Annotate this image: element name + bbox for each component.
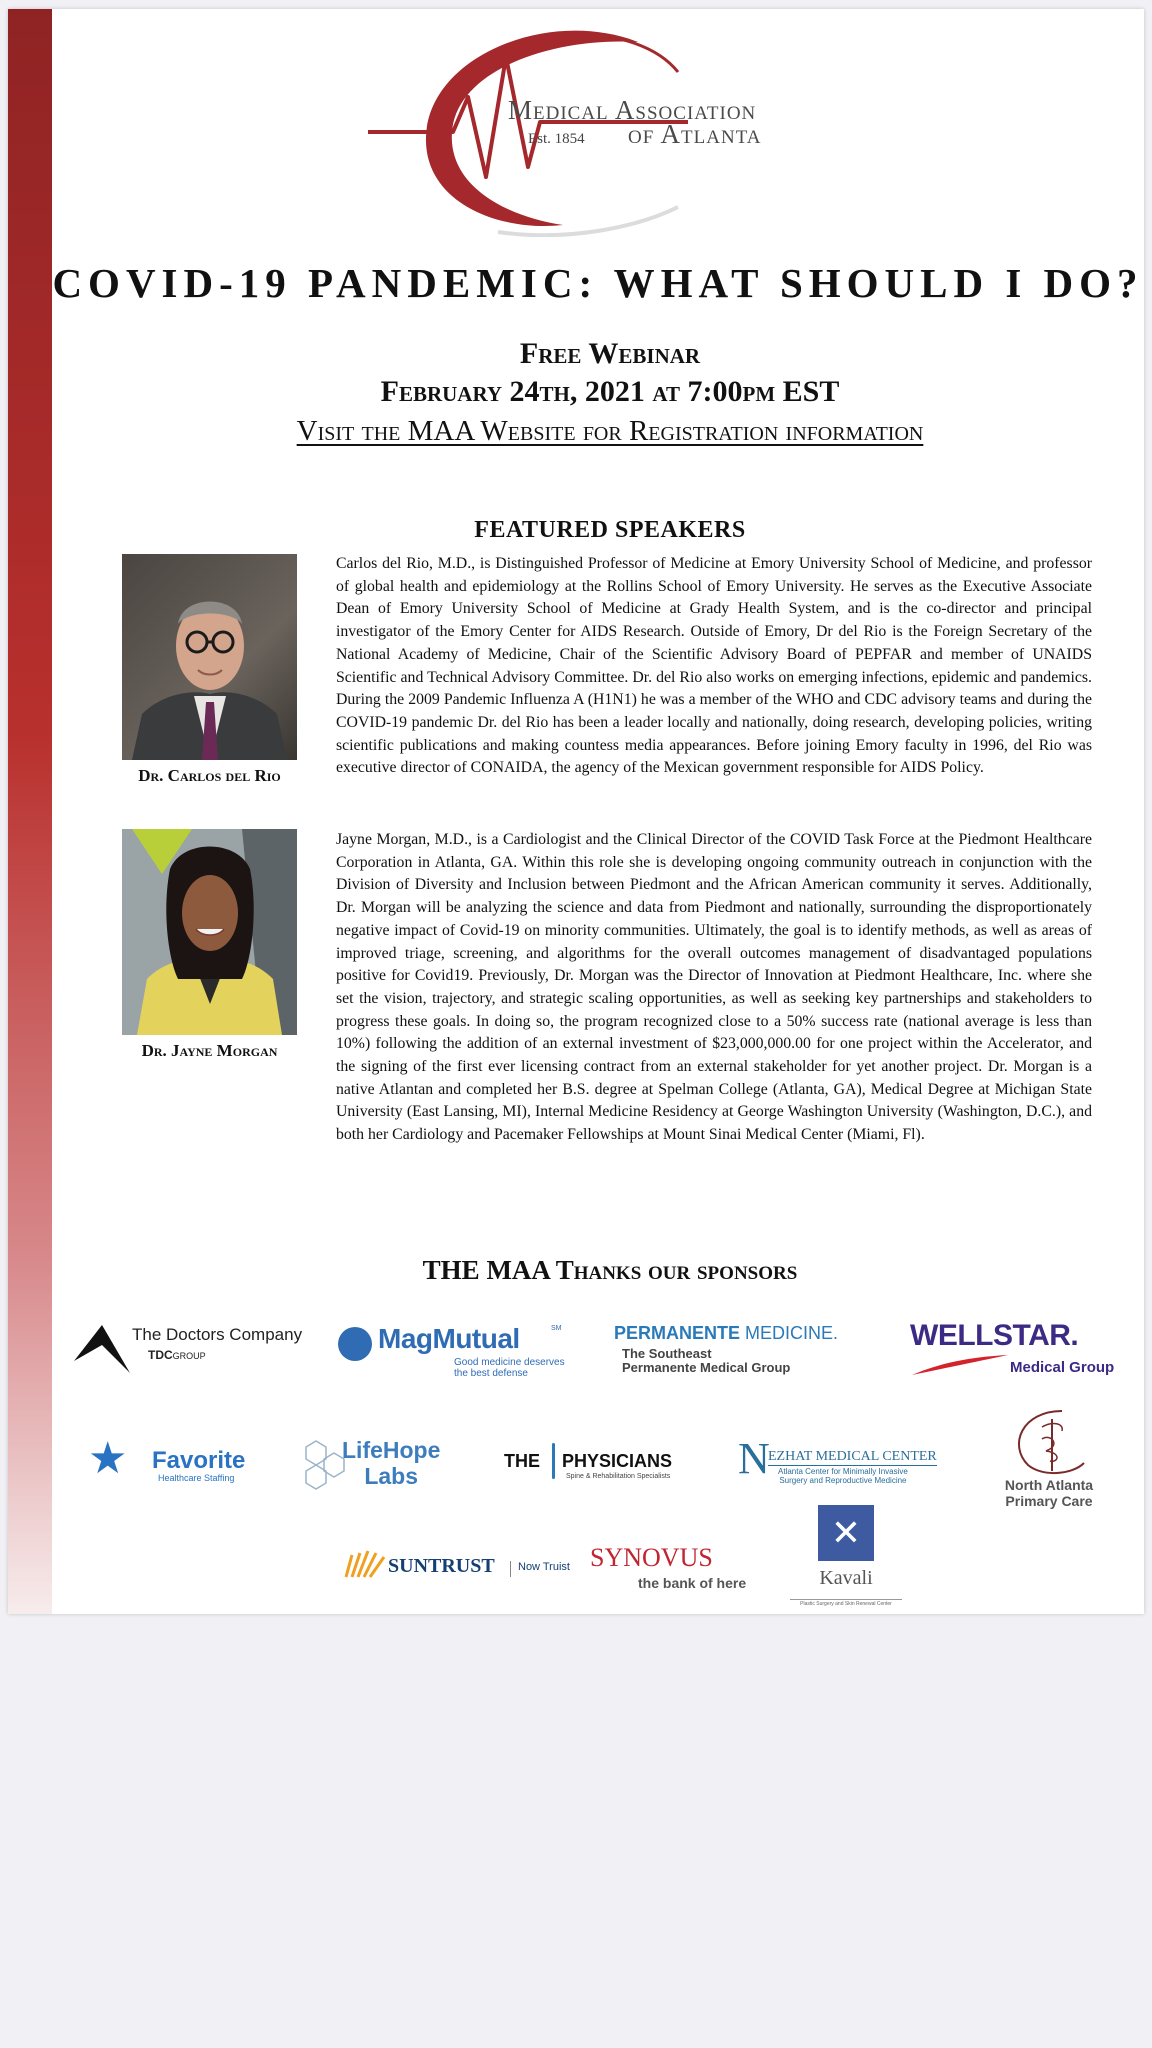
sponsor-wellstar xyxy=(910,1319,1115,1389)
wellstar-name: WELLSTAR. xyxy=(910,1319,1079,1352)
synovus-tagline: the bank of here xyxy=(638,1575,747,1591)
sponsor-permanente-medicine xyxy=(614,1323,874,1383)
physicians-name: PHYSICIANS xyxy=(562,1451,673,1471)
sponsor-lifehope-labs xyxy=(304,1437,474,1493)
lifehope-name: LifeHope Labs xyxy=(342,1437,441,1489)
permanente-group: The Southeast Permanente Medical Group xyxy=(622,1346,791,1375)
permanente-name: PERMANENTE MEDICINE. xyxy=(614,1323,839,1343)
nezhat-name: EZHAT MEDICAL CENTER xyxy=(768,1449,937,1464)
favorite-name: Favorite xyxy=(152,1447,246,1474)
sponsor-synovus xyxy=(590,1543,760,1593)
sponsors-heading: THE MAA Thanks our sponsors xyxy=(422,1255,798,1285)
suntrust-divider xyxy=(510,1561,511,1577)
suntrust-sun-icon xyxy=(342,1549,386,1579)
synovus-name: SYNOVUS xyxy=(590,1543,713,1572)
nezhat-sub: Atlanta Center for Minimally Invasive Surgery and Reproductive Medicine xyxy=(778,1467,908,1485)
sponsor-magmutual xyxy=(338,1323,578,1383)
featured-speakers-heading: FEATURED SPEAKERS xyxy=(474,517,746,543)
caduceus-icon xyxy=(1002,1405,1098,1477)
sponsor-the-physicians xyxy=(504,1451,704,1491)
favorite-star-icon: ★ xyxy=(88,1434,128,1483)
page-title: COVID-19 PANDEMIC: WHAT SHOULD I DO? xyxy=(52,260,1144,306)
sponsor-suntrust xyxy=(342,1549,570,1589)
favorite-sub: Healthcare Staffing xyxy=(158,1473,235,1483)
kavali-butterfly-icon: ✕ xyxy=(818,1505,874,1561)
sponsor-favorite-healthcare-staffing xyxy=(88,1434,268,1487)
speaker-photo-jayne-morgan xyxy=(122,829,297,1035)
wellstar-sub: Medical Group xyxy=(1010,1359,1115,1376)
flyer-page xyxy=(8,9,1144,1614)
physicians-the: THE xyxy=(504,1451,540,1471)
kavali-sub: Plastic Surgery and Skin Renewal Center xyxy=(790,1599,902,1607)
suntrust-name: SUNTRUST xyxy=(388,1555,495,1577)
speaker-bio-jayne-morgan: Jayne Morgan, M.D., is a Cardiologist and the Clinical Director of the COVID Task Force at the Piedmont Healthcare Corporation in Atlanta, GA. Within this role she is developing ongoing community outreach in conjunction with the Division of Diversity and Inclusion between Piedmont and the African American community it serves. Additionally, Dr. Morgan will be analyzing the science and data from Piedmont and nationally, surrounding the disproportionately negative impact of Covid-19 on minority communities. Ultimately, the goal is to identify methods, as well as areas of improved triage, screening, and algorithms for the overall outcomes management of disadvantaged populations positive for Covid19. Previously, Dr. Morgan was the Director of Innovation at Piedmont Healthcare, Inc. where she set the vision, trajectory, and strategic scaling opportunities, as well as seeking key partnerships and stakeholders to progress these goals. In doing so, the program recognized close to a 50% success rate (national average is less than 10%) following the addition of an external investment of $23,000,000.00 for one project within the Accelerator, and the signing of the first ever licensing contract from an external stakeholder for yet another project. Dr. Morgan is a native Atlantan and completed her B.S. degree at Spelman College (Atlanta, GA), Medical Degree at Michigan State University (East Lansing, MI), Internal Medicine Residency at George Washington University (Washington, D.C.), and both her Cardiology and Pacemaker Fellowships at Mount Sinai Medical Center (Miami, Fl). xyxy=(336,831,1092,1144)
registration-link[interactable]: Visit the MAA Website for Registration information xyxy=(296,415,924,447)
speaker-name-carlos-del-rio: Dr. Carlos del Rio xyxy=(138,766,281,785)
doctors-company-sub: TDCGROUP xyxy=(148,1348,206,1362)
event-date: February 24th, 2021 at 7:00pm EST xyxy=(380,375,840,408)
sponsor-kavali xyxy=(790,1505,920,1614)
sponsor-the-doctors-company xyxy=(72,1321,312,1381)
physicians-sub: Spine & Rehabilitation Specialists xyxy=(566,1473,671,1480)
physicians-divider-icon xyxy=(552,1443,555,1479)
north-atlanta-name: North Atlanta Primary Care xyxy=(1004,1477,1094,1509)
doctors-company-name: The Doctors Company xyxy=(132,1325,303,1344)
magmutual-name: MagMutual xyxy=(378,1323,520,1354)
wellstar-swoosh-icon xyxy=(910,1349,1010,1379)
speaker-photo-carlos-del-rio xyxy=(122,554,297,760)
logo-text-medical-association: Medical Association xyxy=(508,95,757,125)
kavali-name: Kavali xyxy=(819,1567,873,1589)
left-accent-bar xyxy=(8,9,52,1614)
nezhat-letter-n: N xyxy=(738,1434,770,1483)
speaker-bio-carlos-del-rio: Carlos del Rio, M.D., is Distinguished Professor of Medicine at Emory University School of Medicine, and professor of global health and epidemiology at the Rollins School of Emory University. He serves as the Executive Associate Dean of Emory University School of Medicine at Grady Health System, and is the co-director and principal investigator of the Emory Center for AIDS Research. Outside of Emory, Dr del Rio is the Foreign Secretary of the National Academy of Medicine, Chair of the Scientific Advisory Board of PEPFAR and member of UNAIDS Scientific and Technical Advisory Committee. Dr. del Rio also works on emerging infections, epidemic and pandemics. During the 2009 Pandemic Influenza A (H1N1) he was a member of the WHO and CDC advisory teams and during the COVID-19 pandemic Dr. del Rio has been a leader locally and nationally, doing research, developing policies, writing scientific publications and making countess media appearances. Before joining Emory faculty in 1996, del Rio was executive director of CONAIDA, the agency of the Mexican government responsible for AIDS Policy. xyxy=(336,555,1092,777)
logo-established: Est. 1854 xyxy=(528,131,585,147)
magmutual-emblem-icon xyxy=(338,1327,372,1361)
magmutual-tagline: Good medicine deserves the best defense xyxy=(454,1357,565,1379)
event-type: Free Webinar xyxy=(519,337,701,370)
sponsor-north-atlanta-primary-care xyxy=(984,1405,1114,1515)
magmutual-service-mark: SM xyxy=(551,1325,562,1332)
speaker-name-jayne-morgan: Dr. Jayne Morgan xyxy=(141,1041,278,1060)
logo-text-of-atlanta: of Atlanta xyxy=(628,119,762,149)
doctors-company-mountain-icon xyxy=(72,1321,132,1381)
sponsor-nezhat-medical-center xyxy=(738,1434,958,1487)
suntrust-sub: Now Truist xyxy=(518,1561,570,1573)
